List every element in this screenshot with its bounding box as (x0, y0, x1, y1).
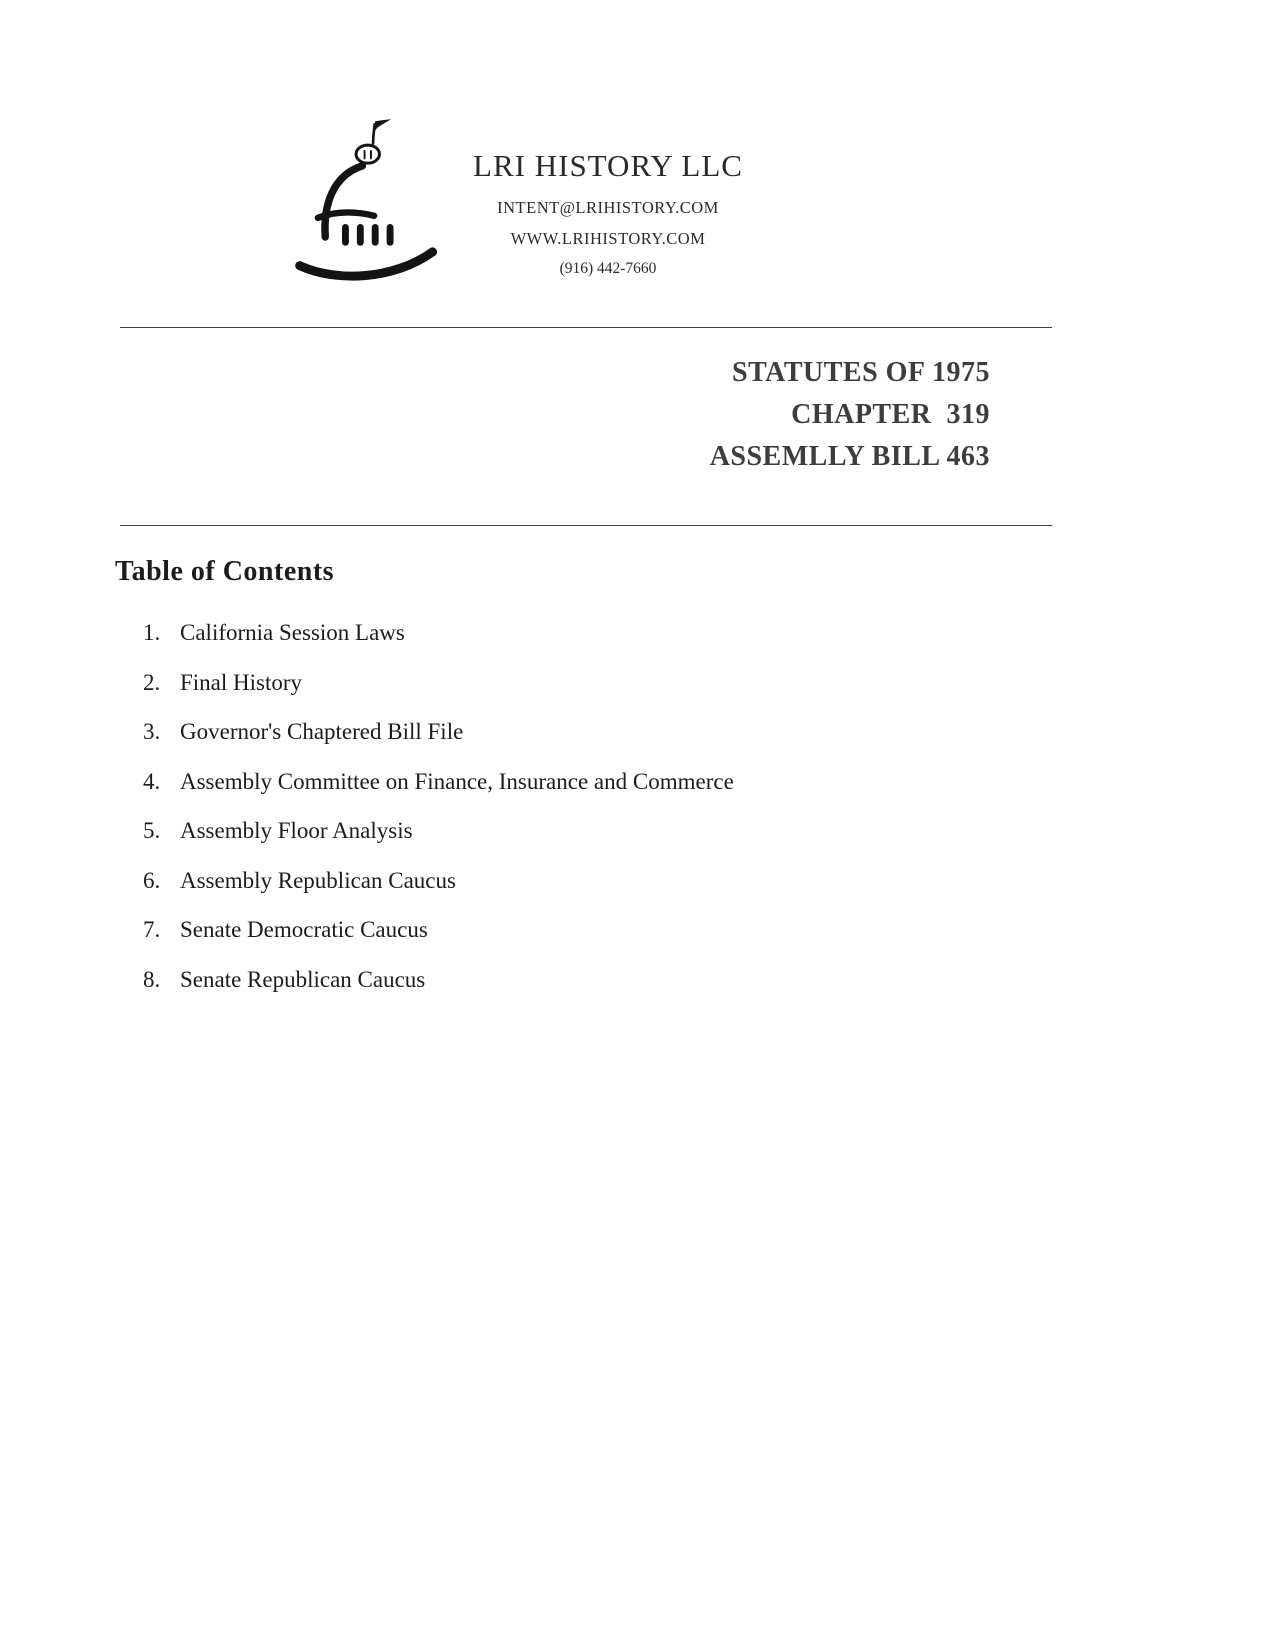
divider-top (120, 327, 1052, 328)
toc-item-label: Governor's Chaptered Bill File (180, 719, 464, 744)
toc-item (143, 670, 1043, 696)
letterhead (448, 148, 768, 278)
toc-item (143, 769, 1043, 795)
toc-item-number: 8. (143, 966, 161, 992)
divider-bottom (120, 525, 1052, 526)
toc-item (143, 719, 1043, 745)
toc-item-number: 6. (143, 867, 161, 893)
company-phone: (916) 442-7660 (559, 260, 657, 277)
statute-title-block (710, 352, 990, 478)
toc-item-label: Assembly Floor Analysis (180, 818, 413, 843)
toc-item-label: Assembly Republican Caucus (180, 867, 456, 893)
toc-item-number: 4. (143, 768, 161, 794)
toc-item-number: 5. (143, 818, 161, 843)
company-email: INTENT@LRIHISTORY.COM (497, 198, 719, 217)
toc-item-number: 3. (143, 719, 161, 744)
toc-item-label: Final History (180, 669, 303, 695)
toc-item-number: 2. (143, 669, 161, 695)
toc-list (143, 620, 1043, 1016)
company-logo (292, 118, 452, 288)
statute-line-2: CHAPTER 319 (791, 399, 990, 430)
toc-item-label: Senate Republican Caucus (180, 966, 426, 992)
toc-heading: Table of Contents (115, 556, 335, 587)
statute-line-1: STATUTES OF 1975 (732, 357, 990, 388)
company-website: WWW.LRIHISTORY.COM (510, 229, 706, 248)
toc-item (143, 818, 1043, 844)
toc-item (143, 967, 1043, 993)
capitol-dome-icon (292, 275, 452, 292)
toc-item-label: Assembly Committee on Finance, Insurance and Commerce (180, 768, 734, 794)
toc-item-label: California Session Laws (180, 620, 405, 645)
toc-item (143, 868, 1043, 894)
statute-line-3: ASSEMLLY BILL 463 (709, 441, 990, 472)
company-name: LRI HISTORY LLC (473, 148, 743, 183)
toc-item-label: Senate Democratic Caucus (180, 917, 428, 942)
toc-item (143, 620, 1043, 646)
toc-item-number: 7. (143, 917, 161, 942)
toc-item (143, 917, 1043, 943)
toc-item-number: 1. (143, 620, 161, 645)
